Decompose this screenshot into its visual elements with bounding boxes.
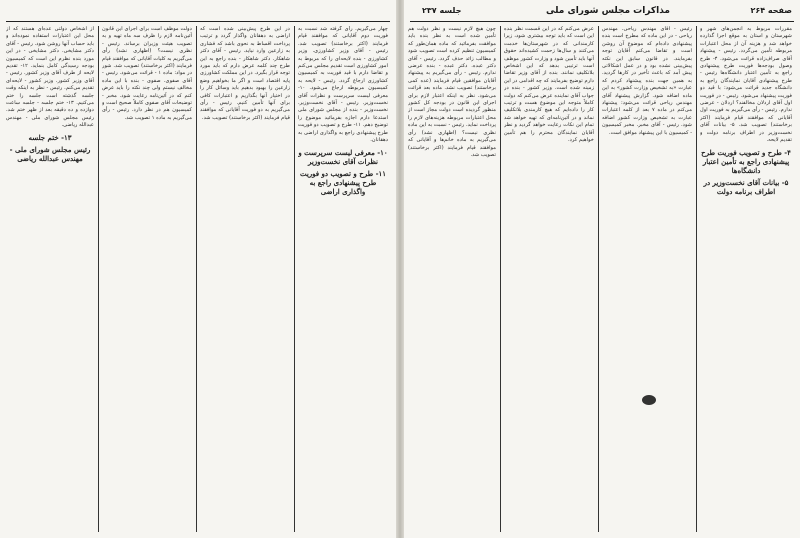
right-column-1 — [700, 26, 792, 532]
left-column-2-text: در این طرح پیش‌بینی شده است که اراضی به دهقانان واگذار گردد و ترتیب پرداخت اقساط به نحوی باشد که فشاری به زارعین وارد نیاید. رئیس - آقای دکتر شاهکار. دکتر شاهکار - بنده راجع به این طرح چند کلمه عرض دارم که باید مورد توجه قرار بگیرد. در این مملکت کشاورزی پایه اقتصاد است و اگر ما بخواهیم وضع زارعین را بهبود بدهیم باید وسائل کار را در اختیار آنها بگذاریم و اعتبارات کافی برای آنها تأمین کنیم. رئیس - رأی می‌گیریم به دو فوریت آقایانی که موافقند قیام فرمایند (اکثر برخاستند) تصویب شد. — [200, 26, 290, 121]
right-page — [402, 0, 800, 538]
left-column-4 — [6, 26, 94, 532]
column-divider — [98, 26, 99, 532]
left-column-3-text: دولت موظف است برای اجرای این قانون آئین‌نامه لازم را ظرف سه ماه تهیه و به تصویب هیئت وزیران برساند. رئیس - نظری نیست؟ (اظهاری نشد) رأی می‌گیریم به کلیات آقایانی که موافقند قیام فرمایند (اکثر برخاستند) تصویب شد. شور در مواد: ماده ۱ - قرائت می‌شود. رئیس - آقای صفوی. صفوی - بنده با این ماده مخالف نیستم ولی چند نکته را باید عرض کنم که در آئین‌نامه رعایت شود. مخبر - توضیحات آقای صفوی کاملاً صحیح است و کمیسیون هم در نظر دارد. رئیس - رأی می‌گیریم به ماده ۱ تصویب شد. — [102, 26, 192, 121]
column-divider — [294, 26, 295, 532]
page-label: صفحه ۲۶۴ — [750, 6, 792, 15]
signature: رئیس مجلس شورای ملی - مهندس عبدالله ریاضی — [9, 144, 91, 163]
issue-label: جلسه ۲۳۷ — [422, 6, 462, 15]
right-column-4-text: چون هیچ لازم نیست و نظر دولت هم تأمین شده است به نظر بنده باید موافقت بفرمائید که ماده همان‌طور که کمیسیون تنظیم کرده است تصویب شود و مطالب زائد حذف گردد. رئیس - آقای دکتر عبده. دکتر عبده - بنده عرضی ندارم. رئیس - رأی می‌گیریم به پیشنهاد آقایان موافقین قیام فرمایند (عده کمی برخاستند) تصویب نشد. ماده بعد قرائت می‌شود. نظر به اینکه اعتبار لازم برای اجرای این قانون در بودجه کل کشور منظور گردیده است دولت مجاز است از محل اعتبارات مربوطه هزینه‌های لازم را پرداخت نماید. رئیس - نسبت به این ماده نظری نیست؟ (اظهاری نشد) رأی می‌گیریم به ماده خانم‌ها و آقایانی که موافقند قیام فرمایند (اکثر برخاستند) تصویب شد. — [408, 26, 496, 158]
left-column-4-text: از اشخاص دولتی عده‌ای هستند که از محل این اعتبارات استفاده نموده‌اند و باید حساب آنها روشن شود. رئیس - آقای دکتر مشایخی. دکتر مشایخی - در این مورد بنده نظرم این است که کمیسیون بودجه رسیدگی کامل بنماید. ۱۲- تقدیم لایحه از طرف آقای وزیر کشور. رئیس - آقای وزیر کشور. وزیر کشور - لایحه‌ای تقدیم می‌کنم. رئیس - نظر به اینکه وقت جلسه گذشته است جلسه را ختم می‌کنیم. ۱۳- ختم جلسه - جلسه ساعت دوازده و ده دقیقه بعد از ظهر ختم شد. رئیس مجلس شورای ملی - مهندس عبدالله ریاضی. — [6, 26, 94, 129]
right-column-4 — [408, 26, 496, 532]
right-column-3 — [504, 26, 594, 532]
ink-blot — [642, 395, 656, 405]
section-heading: ۱۱- طرح و تصویب دو فوریت طرح پیشنهادی راجع به واگذاری اراضی — [299, 168, 387, 196]
journal-title: مذاکرات مجلس شورای ملی — [545, 6, 670, 16]
left-page — [0, 0, 398, 538]
section-heading: ۵- بیانات آقای نخست‌وزیر در اطراف برنامه دولت — [703, 177, 789, 196]
section-heading: ۱۰- معرفی لیست سرپرست و نظرات آقای نخست‌وزیر — [298, 147, 388, 166]
left-column-2 — [200, 26, 290, 532]
column-divider — [696, 26, 697, 532]
left-column-1-text: چهار می‌گیریم. رأی گرفته شد نسبت به فوریت دوم آقایانی که موافقند قیام فرمایند (اکثر برخاستند) تصویب شد. رئیس - آقای وزیر کشاورزی. وزیر کشاورزی - بنده لایحه‌ای را که مربوط به امور کشاورزی است تقدیم مجلس می‌کنم و تقاضا دارم با قید فوریت به کمیسیون کشاورزی ارجاع گردد. رئیس - لایحه به کمیسیون مربوطه ارجاع می‌شود. ۱۰- معرفی لیست سرپرست و نظرات آقای نخست‌وزیر. رئیس - آقای نخست‌وزیر. نخست‌وزیر - بنده از مجلس شورای ملی استدعا دارم اجازه بفرمائید موضوع را توضیح دهم. ۱۱- طرح و تصویب دو فوریت طرح پیشنهادی راجع به واگذاری اراضی به دهقانان. — [298, 26, 388, 144]
right-column-3-text: عرض می‌کنم که در این قسمت نظر بنده این است که باید توجه بیشتری شود، زیرا کارمندانی که در شهرستان‌ها خدمت می‌کنند و سال‌ها زحمت کشیده‌اند حقوق آنها باید تأمین شود و وزارت کشور موظف است ترتیبی بدهد که این اشخاص بلاتکلیف نمانند. بنده از آقای وزیر تقاضا دارم توضیح بفرمایند که چه اقدامی در این زمینه شده است. وزیر کشور - بنده در جواب آقای نماینده عرض می‌کنم که دولت کاملاً متوجه این موضوع هست و ترتیب کار را داده‌ایم که هیچ کارمندی بلاتکلیف نماند و در آئین‌نامه‌ای که تهیه خواهد شد تمام این نکات رعایت خواهد گردید و نظر آقایان نمایندگان محترم را هم تأمین خواهیم کرد. — [504, 26, 594, 144]
column-divider — [196, 26, 197, 532]
right-column-2 — [602, 26, 692, 532]
right-column-2-text: رئیس - آقای مهندس ریاحی. مهندس ریاحی - در این ماده که مطرح است بنده پیشنهادی داده‌ام که موضوع آن روشن است و تقاضا می‌کنم آقایان توجه بفرمایند. در قانون سابق این نکته پیش‌بینی نشده بود و در عمل اشکالاتی پیش آمد که باعث تأخیر در کارها گردید. به همین جهت بنده پیشنهاد کردم که عبارت «به تشخیص وزارت کشور» به این ماده اضافه شود. گزارش پیشنهاد آقای مهندس ریاحی قرائت می‌شود: پیشنهاد می‌کنم در ماده ۷ بعد از کلمه اعتبارات عبارت به تشخیص وزارت کشور اضافه شود. رئیس - آقای مخبر. مخبر کمیسیون - کمیسیون با این پیشنهاد موافق است. — [602, 26, 692, 136]
left-column-3 — [102, 26, 192, 532]
left-column-1 — [298, 26, 388, 532]
header-rule — [6, 21, 390, 22]
section-heading: ۴- طرح و تصویب فوریت طرح پیشنهادی راجع به تأمین اعتبار دانشگاه‌ها — [701, 147, 791, 175]
column-divider — [598, 26, 599, 532]
header-rule — [410, 21, 794, 22]
section-heading: ۱۳- ختم جلسه — [28, 132, 72, 142]
right-column-1-text: مقررات مربوط به انجمن‌های شهر و شهرستان و استان به موقع اجرا گذارده خواهد شد و هزینه آن از محل اعتبارات مربوطه تأمین می‌گردد. رئیس - پیشنهاد آقای صراف‌زاده قرائت می‌شود. ۴- طرح وصول بودجه‌ها فوریت طرح پیشنهادی راجع به تأمین اعتبار دانشگاه‌ها رئیس - طرح پیشنهادی آقایان نمایندگان راجع به دانشگاه جدید قرائت می‌شود: با قید دو فوریت پیشنهاد می‌شود. رئیس - در فوریت اول آقای اردلان مخالفند؟ اردلان - عرضی ندارم. رئیس - رأی می‌گیریم به فوریت اول آقایانی که موافقند قیام فرمایند (اکثر برخاستند) تصویب شد. ۵- بیانات آقای نخست‌وزیر در اطراف برنامه دولت و تقدیم لایحه. — [700, 26, 792, 144]
column-divider — [500, 26, 501, 532]
